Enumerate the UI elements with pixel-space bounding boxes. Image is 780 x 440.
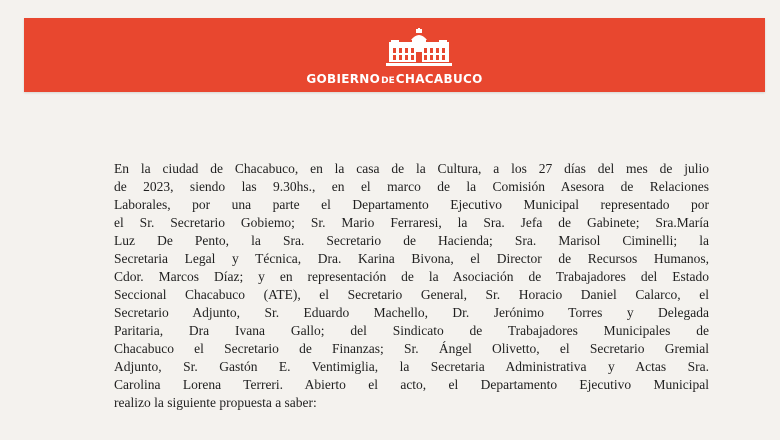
text-line: Paritaria, Dra Ivana Gallo; del Sindicato de Trabajadores Municipales de (114, 323, 709, 338)
text-line: de 2023, siendo las 9.30hs., en el marco de la Comisión Asesora de Relaciones (114, 179, 709, 194)
text-line: realizo la siguiente propuesta a saber: (114, 395, 317, 410)
text-line: Luz De Pento, la Sra. Secretario de Hacienda; Sra. Marisol Ciminelli; la (114, 233, 709, 248)
text-line: Seccional Chacabuco (ATE), el Secretario General, Sr. Horacio Daniel Calarco, el (114, 287, 709, 302)
text-line: el Sr. Secretario Gobiemo; Sr. Mario Ferraresi, la Sra. Jefa de Gabinete; Sra.María (114, 215, 709, 230)
document-body (114, 160, 709, 412)
brand-part2: CHACABUCO (395, 72, 483, 86)
text-line: Cdor. Marcos Díaz; y en representación de la Asociación de Trabajadores del Estado (114, 269, 709, 284)
header-banner (24, 18, 765, 92)
brand-connector: DE (381, 76, 395, 86)
text-line: En la ciudad de Chacabuco, en la casa de la Cultura, a los 27 días del mes de julio (114, 161, 709, 176)
text-line: Secretario Adjunto, Sr. Eduardo Machello, Dr. Jerónimo Torres y Delegada (114, 305, 709, 320)
text-line: Chacabuco el Secretario de Finanzas; Sr. Ángel Olivetto, el Secretario Gremial (114, 341, 709, 356)
text-line: Carolina Lorena Terreri. Abierto el acto, el Departamento Ejecutivo Municipal (114, 377, 709, 392)
municipal-building-icon (385, 28, 453, 68)
text-line: Secretaria Legal y Técnica, Dra. Karina Bivona, el Director de Recursos Humanos, (114, 251, 709, 266)
brand-wordmark (24, 72, 765, 86)
brand-part1: GOBIERNO (306, 72, 381, 86)
text-line: Laborales, por una parte el Departamento Ejecutivo Municipal representado por (114, 197, 709, 212)
text-line: Adjunto, Sr. Gastón E. Ventimiglia, la Secretaria Administrativa y Actas Sra. (114, 359, 709, 374)
